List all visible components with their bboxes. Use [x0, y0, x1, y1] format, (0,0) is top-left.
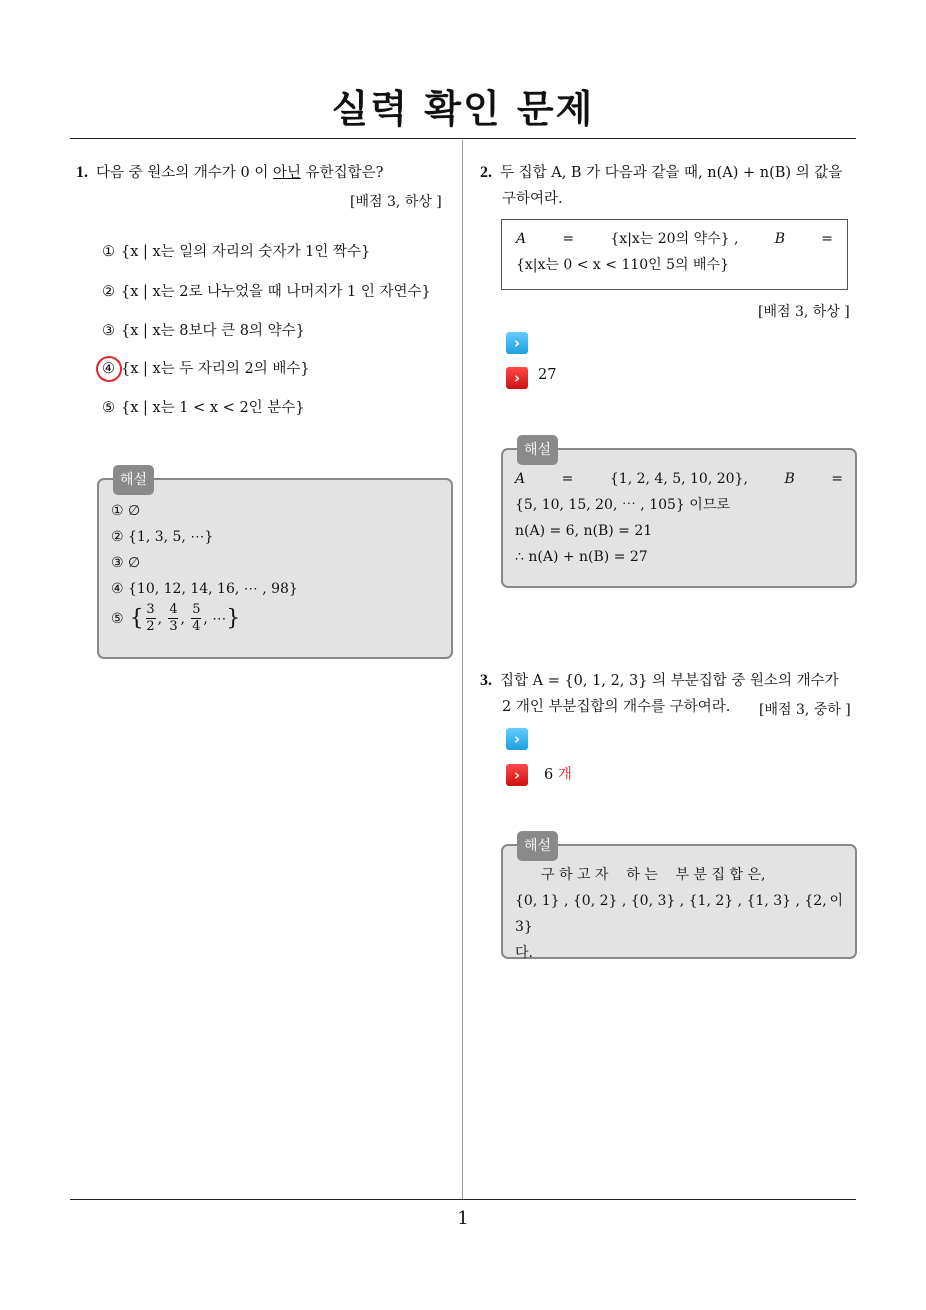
solution-line: {5, 10, 15, 20, ⋯ , 105} 이므로: [515, 497, 730, 513]
score-label: [배점 3, 하상 ]: [758, 304, 850, 320]
solution-box: [501, 838, 857, 961]
solution-line: ① ∅: [111, 503, 141, 519]
question-text-line2: 구하여라.: [502, 191, 563, 207]
solution-text: 이: [829, 893, 843, 909]
choice-1[interactable]: [102, 240, 370, 261]
solution-label: 해설: [113, 465, 154, 495]
fraction-numerator: 4: [169, 602, 178, 617]
set-elements: {1, 2, 4, 5, 10, 20},: [609, 471, 748, 487]
choice-text: {x | x는 8보다 큰 8의 약수}: [121, 323, 305, 339]
choice-text: {x | x는 1 < x < 2인 분수}: [121, 400, 305, 416]
fraction: [168, 602, 178, 635]
fraction: [191, 602, 201, 635]
answer-number: 6: [544, 767, 554, 783]
set-name: B: [774, 231, 785, 247]
condition-line: [516, 226, 833, 252]
solution-line: ② {1, 3, 5, ⋯}: [111, 529, 214, 545]
question-text: 두 집합 A, B 가 다음과 같을 때, n(A) + n(B) 의 값을: [500, 165, 843, 181]
fraction-numerator: 5: [192, 602, 201, 617]
choice-number: ④: [102, 361, 115, 377]
choice-text: {x | x는 2로 나누었을 때 나머지가 1 인 자연수}: [121, 284, 431, 300]
set-name: A: [516, 231, 527, 247]
answer-text: [544, 763, 572, 784]
solution-number: ⑤: [111, 610, 124, 627]
chevron-right-red-icon[interactable]: ›: [506, 764, 528, 786]
solution-line: 다.: [515, 945, 533, 961]
score-label: [배점 3, 중하 ]: [759, 702, 851, 718]
question-number: 2.: [480, 164, 492, 181]
choice-number: ②: [102, 284, 115, 300]
choice-4[interactable]: [102, 357, 310, 378]
question-text: 집합 A = {0, 1, 2, 3} 의 부분집합 중 원소의 개수가: [500, 673, 839, 689]
header-rule: [70, 138, 856, 139]
choice-text: {x | x는 일의 자리의 숫자가 1인 짝수}: [121, 244, 371, 260]
condition-line: {x|x는 0 < x < 110인 5의 배수}: [516, 257, 729, 273]
equals: =: [821, 231, 833, 247]
question-text-part: 다음 중 원소의 개수가 0 이: [96, 165, 273, 181]
question-number: 3.: [480, 672, 492, 689]
equals: =: [561, 471, 574, 487]
solution-label: 해설: [517, 435, 558, 465]
solution-label: 해설: [517, 831, 558, 861]
column-divider: [462, 140, 463, 1200]
fraction-denominator: 2: [146, 619, 155, 634]
page-number: 1: [457, 1208, 469, 1229]
page-title: 실력 확인 문제: [331, 87, 595, 131]
fraction: [146, 602, 156, 635]
answer-unit: 개: [557, 767, 572, 783]
question-text-part: 유한집합은?: [300, 165, 384, 181]
choice-number: ⑤: [102, 400, 115, 416]
fraction-denominator: 4: [192, 619, 201, 634]
answer-mark-icon: [96, 356, 122, 382]
equals: =: [831, 471, 843, 487]
choice-text: {x | x는 두 자리의 2의 배수}: [121, 361, 310, 377]
subset-list: {0, 1} , {0, 2} , {0, 3} , {1, 2} , {1, 3} , {2, 3}: [515, 893, 827, 935]
fraction-denominator: 3: [169, 619, 178, 634]
solution-line: ∴ n(A) + n(B) = 27: [515, 549, 648, 565]
solution-box: [97, 472, 453, 659]
set-definition: {x|x는 20의 약수} ,: [610, 231, 739, 247]
question-text: [96, 165, 383, 181]
solution-line-fractions: ⑤ { $\frac{3}{2}$ , $\frac{4}{3}$ , $\frac{5}{4}$ , ⋯ }: [111, 602, 241, 634]
solution-line: [515, 466, 843, 492]
answer-text: 27: [538, 367, 557, 383]
solution-line: n(A) = 6, n(B) = 21: [515, 523, 653, 539]
chevron-right-blue-icon[interactable]: ›: [506, 728, 528, 750]
question-text-underlined: 아닌: [272, 165, 301, 181]
question-2: [480, 160, 860, 212]
choice-number: ①: [102, 244, 115, 260]
score-label: [배점 3, 하상 ]: [350, 194, 442, 210]
solution-line: ④ {10, 12, 14, 16, ⋯ , 98}: [111, 581, 298, 597]
chevron-right-red-icon[interactable]: ›: [506, 367, 528, 389]
condition-box: [501, 219, 848, 290]
footer-rule: [70, 1199, 856, 1200]
set-name: B: [784, 471, 795, 487]
choice-2[interactable]: [102, 280, 431, 301]
brace-open: {: [129, 605, 144, 631]
solution-line: [515, 888, 843, 940]
choice-5[interactable]: [102, 396, 305, 417]
solution-line: ③ ∅: [111, 555, 141, 571]
choice-number: ③: [102, 323, 115, 339]
brace-close: }: [226, 605, 241, 631]
set-name: A: [515, 471, 526, 487]
question-text-line2: 2 개인 부분집합의 개수를 구하여라.: [502, 699, 731, 715]
solution-box: [501, 442, 857, 588]
question-1: [76, 160, 452, 186]
chevron-right-blue-icon[interactable]: ›: [506, 332, 528, 354]
choice-3[interactable]: [102, 319, 305, 340]
equals: =: [562, 231, 575, 247]
fraction-numerator: 3: [146, 602, 155, 617]
question-number: 1.: [76, 164, 88, 181]
solution-line: 구 하 고 자 하 는 부 분 집 합 은,: [541, 867, 766, 883]
ellipsis: ⋯: [212, 610, 227, 627]
